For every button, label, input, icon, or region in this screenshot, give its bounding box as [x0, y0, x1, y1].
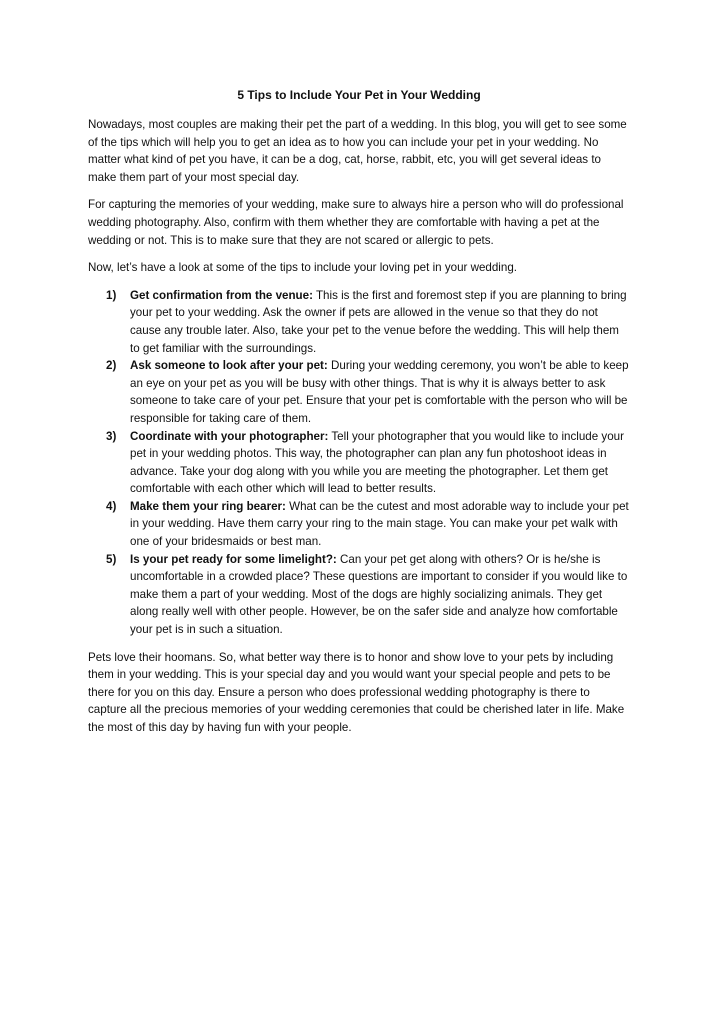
tips-list — [88, 287, 630, 639]
list-item-heading: Coordinate with your photographer: — [130, 429, 329, 443]
list-item-text: Can your pet get along with others? Or is he/she is uncomfortable in a crowded place? These questions are important to consider if you would like to make them a part of your wedding. Most of the dogs are highly socializing animals. They get along really well with other people. However, be on the safer side and analyze how comfortable your pet is in such a situation. — [130, 552, 628, 637]
list-item — [88, 287, 630, 357]
list-item-heading: Ask someone to look after your pet: — [130, 359, 328, 373]
list-item — [88, 498, 630, 551]
list-item — [88, 357, 630, 427]
list-item-number: 3) — [106, 429, 117, 443]
list-item-number: 1) — [106, 288, 117, 302]
intro-paragraph: Nowadays, most couples are making their pet the part of a wedding. In this blog, you will get to see some of the tips which will help you to get an idea as to how you can include your pet in your wedding. No matter what kind of pet you have, it can be a dog, cat, horse, rabbit, etc, you will get several ideas to make them part of your most special day. — [88, 118, 627, 184]
list-item-text: Tell your photographer that you would like to include your pet in your wedding photos. This way, the photographer can plan any fun photoshoot ideas in advance. Take your dog along with you while you are meeting the photographer. Let them get comfortable with each other which will lead to better results. — [130, 429, 624, 496]
list-item-text: This is the first and foremost step if you are planning to bring your pet to your wedding. Ask the owner if pets are allowed in the venue so that they do not cause any trouble later. Also, take your pet to the venue before the wedding. This will help them to get familiar with the surroundings. — [130, 288, 627, 355]
list-item-number: 5) — [106, 552, 117, 566]
tips-intro-paragraph: Now, let’s have a look at some of the tips to include your loving pet in your wedding. — [88, 261, 518, 275]
list-item — [88, 428, 630, 498]
conclusion-paragraph: Pets love their hoomans. So, what better way there is to honor and show love to your pets by including them in your wedding. This is your special day and you would want your special people and pets to be there for you on this day. Ensure a person who does professional wedding photography is there to capture all the precious memories of your wedding ceremonies that could be cherished later in life. Make the most of this day by having fun with your people. — [88, 650, 625, 734]
list-item — [88, 551, 630, 639]
list-item-number: 4) — [106, 499, 117, 513]
document-title: 5 Tips to Include Your Pet in Your Wedding — [237, 88, 481, 102]
list-item-number: 2) — [106, 359, 117, 373]
list-item-heading: Is your pet ready for some limelight?: — [130, 552, 337, 566]
photography-paragraph: For capturing the memories of your wedding, make sure to always hire a person who will do professional wedding photography. Also, confirm with them whether they are comfortable with having a pet at the wedding or not. This is to make sure that they are not scared or allergic to pets. — [88, 198, 624, 247]
list-item-text: During your wedding ceremony, you won’t be able to keep an eye on your pet as you will be busy with other things. That is why it is always better to ask someone to take care of your pet. Ensure that your pet is comfortable with the person who will be responsible for taking care of them. — [130, 359, 629, 425]
list-item-text: What can be the cutest and most adorable way to include your pet in your wedding. Have them carry your ring to the main stage. You can make your pet walk with one of your bridesmaids or best man. — [130, 499, 629, 549]
list-item-heading: Get confirmation from the venue: — [130, 288, 313, 302]
list-item-heading: Make them your ring bearer: — [130, 499, 286, 513]
